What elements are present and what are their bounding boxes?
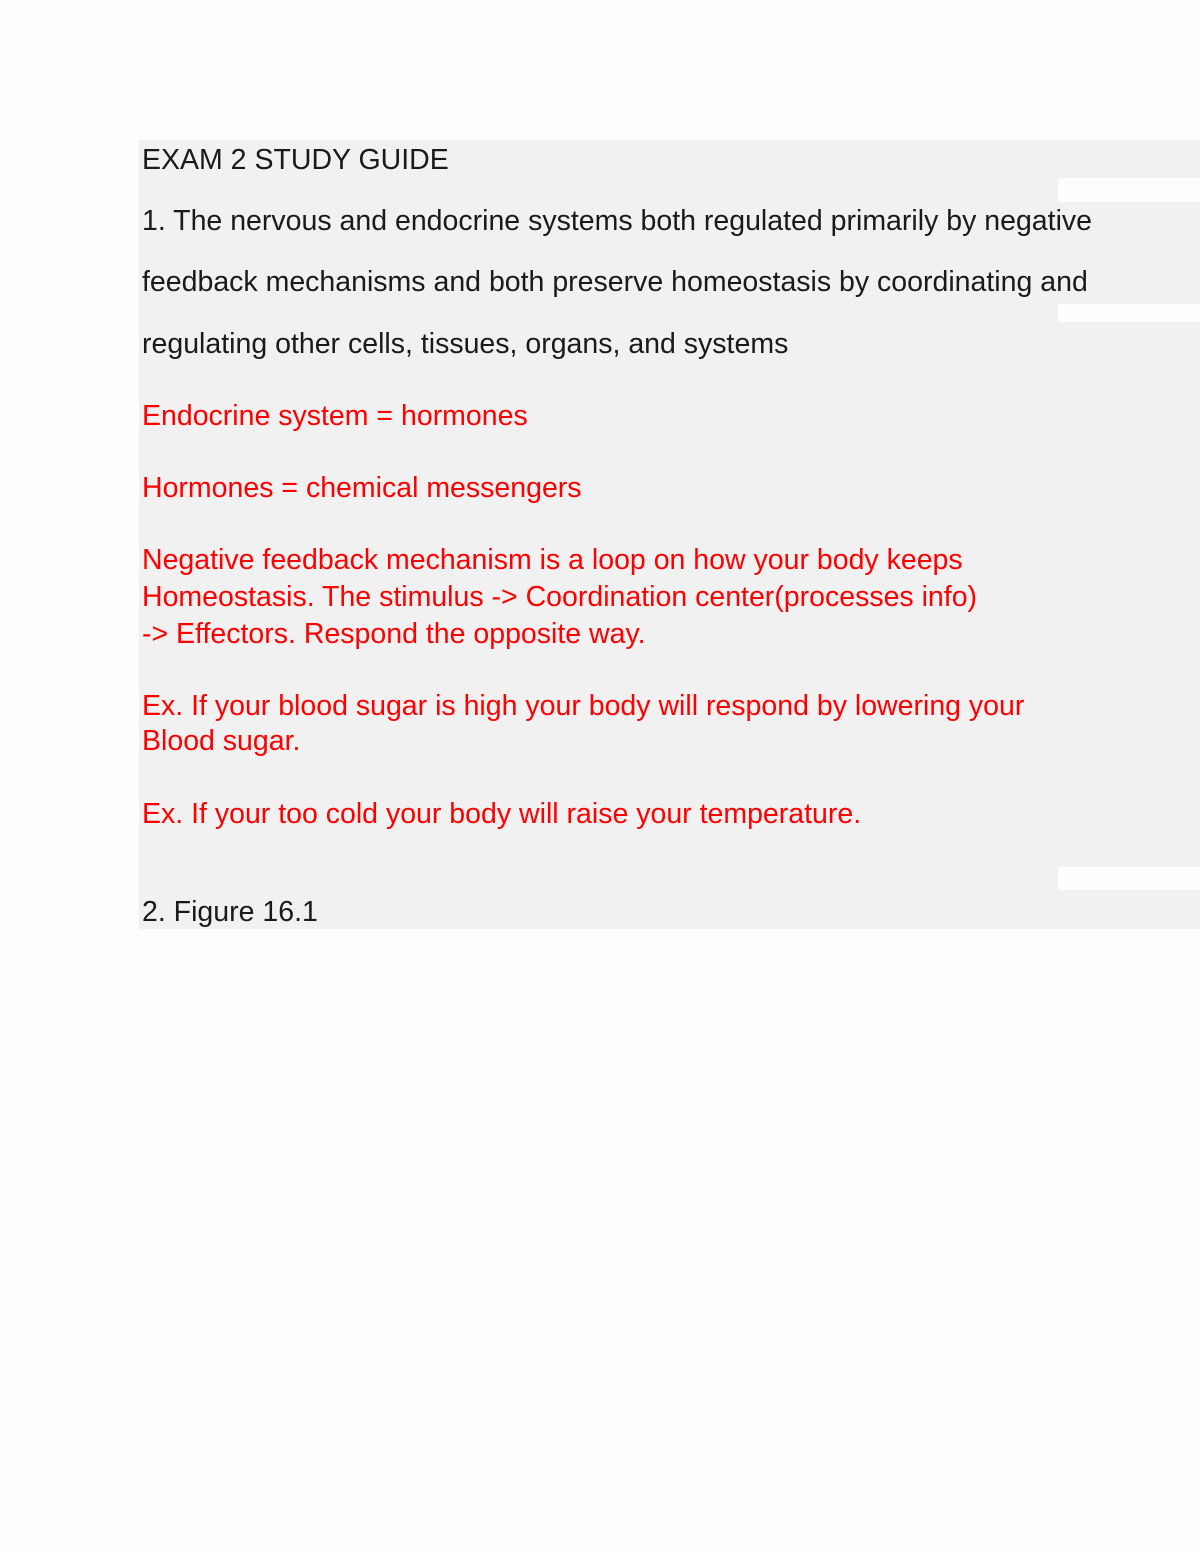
question-1-line: 1. The nervous and endocrine systems both regulated primarily by negative xyxy=(142,205,1093,237)
answer-example-1-line: Blood sugar. xyxy=(142,725,301,757)
answer-note-feedback-line: Negative feedback mechanism is a loop on how your body keeps xyxy=(142,544,963,576)
answer-note-feedback-line: Homeostasis. The stimulus -> Coordination center(processes info) xyxy=(142,581,978,613)
question-1-line: regulating other cells, tissues, organs, and systems xyxy=(142,328,789,360)
answer-example-2: Ex. If your too cold your body will raise your temperature. xyxy=(142,798,862,830)
answer-example-1-line: Ex. If your blood sugar is high your body will respond by lowering your xyxy=(142,690,1025,722)
answer-note-feedback-line: -> Effectors. Respond the opposite way. xyxy=(142,618,646,650)
highlight-gap xyxy=(1058,867,1200,890)
document-title: EXAM 2 STUDY GUIDE xyxy=(142,144,449,176)
highlight-gap xyxy=(1058,304,1200,322)
highlight-gap xyxy=(1058,178,1200,202)
question-2: 2. Figure 16.1 xyxy=(142,896,318,928)
question-1-line: feedback mechanisms and both preserve homeostasis by coordinating and xyxy=(142,266,1088,298)
answer-note-hormones: Hormones = chemical messengers xyxy=(142,472,582,504)
answer-note-endocrine: Endocrine system = hormones xyxy=(142,400,528,432)
